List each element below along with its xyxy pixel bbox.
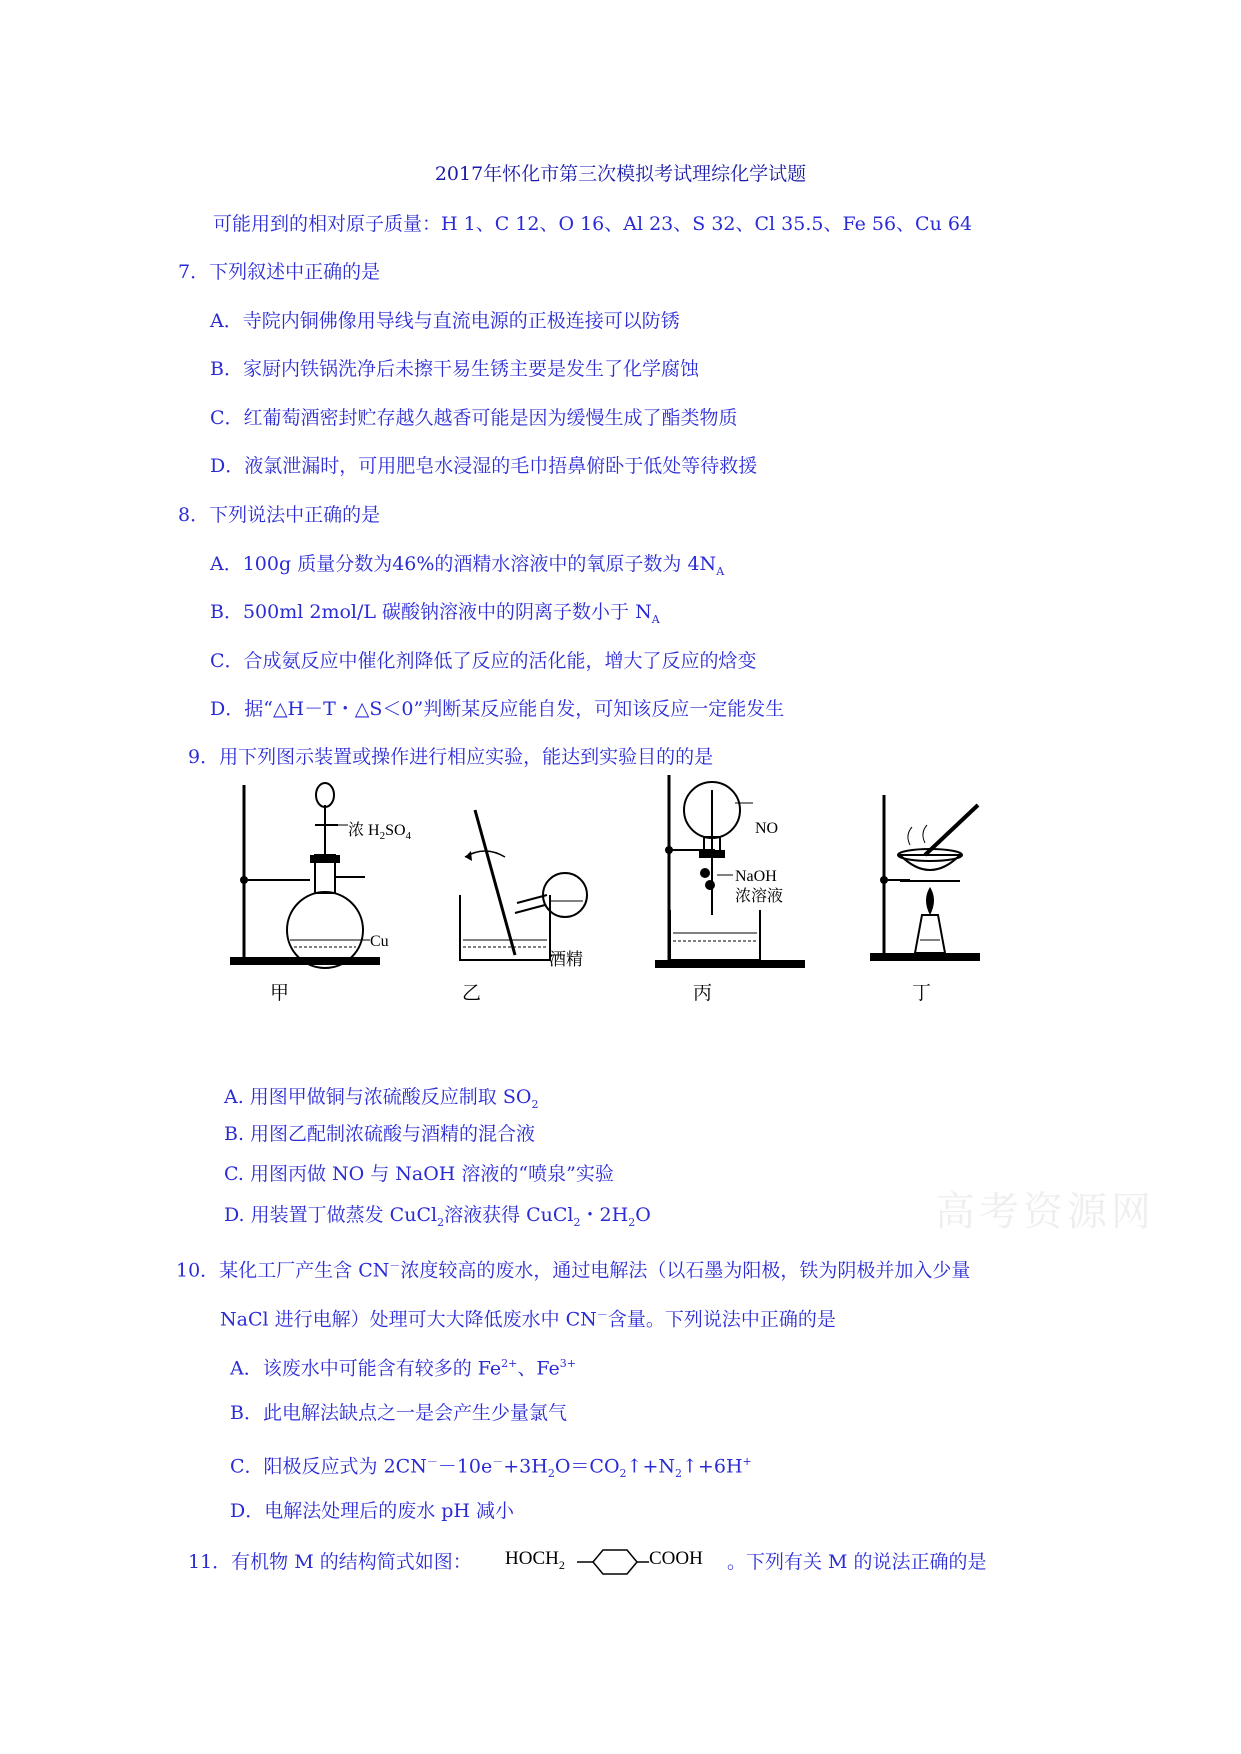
label-jiujing: 酒精: [549, 950, 583, 970]
apparatus-bing: [655, 775, 825, 979]
q9-option-d: D. 用装置丁做蒸发 CuCl$_2$溶液获得 CuCl$_2$・$2H_2O$: [224, 1204, 651, 1229]
label-no: NO: [755, 820, 779, 837]
q7-option-d: D．液氯泄漏时，可用肥皂水浸湿的毛巾捂鼻俯卧于低处等待救援: [210, 455, 758, 477]
q8-option-d: D．据“△H－T・△S＜0”判断某反应能自发，可知该反应一定能发生: [210, 698, 785, 720]
q7-stem: 7．下列叙述中正确的是: [178, 261, 381, 283]
atomic-masses: 可能用到的相对原子质量：H 1、C 12、O 16、Al 23、S 32、Cl 35.5、Fe 56、Cu 64: [213, 213, 973, 235]
q10-option-b: B．此电解法缺点之一是会产生少量氯气: [230, 1402, 567, 1424]
q10-option-d: D．电解法处理后的废水 pH 减小: [230, 1500, 515, 1522]
label-h2so4: 浓 $H_2SO_4$: [348, 822, 412, 842]
watermark: 高考资源网: [935, 1189, 1155, 1235]
q8-option-a: A．100g 质量分数为46%的酒精水溶液中的氧原子数为 $4N_A$: [210, 553, 725, 578]
q8-stem: 8．下列说法中正确的是: [178, 504, 381, 526]
q9-stem: 9．用下列图示装置或操作进行相应实验，能达到实验目的的是: [188, 746, 714, 768]
apparatus-yi: [455, 795, 605, 969]
q9-option-c: C. 用图丙做 NO 与 NaOH 溶液的“喷泉”实验: [224, 1163, 614, 1185]
apparatus-ding: [870, 795, 1000, 974]
page-title: 2017年怀化市第三次模拟考试理综化学试题: [434, 163, 807, 185]
q11-stem-start: 11．有机物 M 的结构简式如图：: [188, 1551, 472, 1573]
q9-option-a: A. 用图甲做铜与浓硫酸反应制取 $SO_2$: [224, 1086, 539, 1111]
mol-right-group: COOH: [649, 1548, 703, 1569]
q10-option-a: A．该废水中可能含有较多的 $Fe^{2+}$、$Fe^{3+}$: [230, 1357, 576, 1380]
apparatus-jia: [230, 785, 410, 979]
mol-left-group: $HOCH_2$: [505, 1548, 565, 1572]
label-naoh: NaOH: [735, 868, 777, 885]
q11-stem-end: 。下列有关 M 的说法正确的是: [727, 1551, 987, 1573]
label-bing: 丙: [693, 982, 713, 1004]
q7-option-a: A．寺院内铜佛像用导线与直流电源的正极连接可以防锈: [210, 310, 680, 332]
q9-option-b: B. 用图乙配制浓硫酸与酒精的混合液: [224, 1123, 536, 1145]
q8-option-b: B．500ml 2mol/L 碳酸钠溶液中的阴离子数小于 $N_A$: [210, 601, 660, 626]
q8-option-c: C．合成氨反应中催化剂降低了反应的活化能，增大了反应的焓变: [210, 650, 757, 672]
q7-option-b: B．家厨内铁锅洗净后未擦干易生锈主要是发生了化学腐蚀: [210, 358, 699, 380]
label-yi: 乙: [462, 982, 482, 1004]
q10-stem-line2: NaCl 进行电解）处理可大大降低废水中 CN－含量。下列说法中正确的是: [220, 1308, 836, 1331]
label-cu: Cu: [370, 933, 389, 950]
structure-formula: [505, 1542, 725, 1586]
q7-option-c: C．红葡萄酒密封贮存越久越香可能是因为缓慢生成了酯类物质: [210, 407, 738, 429]
label-jia: 甲: [270, 982, 290, 1004]
label-nongrongye: 浓溶液: [735, 888, 784, 905]
label-ding: 丁: [912, 982, 932, 1004]
q10-stem-line1: 10．某化工厂产生含 CN－浓度较高的废水，通过电解法（以石墨为阳极，铁为阴极并加入少量: [176, 1259, 971, 1282]
q10-option-c: C．阳极反应式为 $2CN^--10e^-+3H_2O=CO_2↑+N_2↑+6H^+$: [230, 1455, 752, 1481]
